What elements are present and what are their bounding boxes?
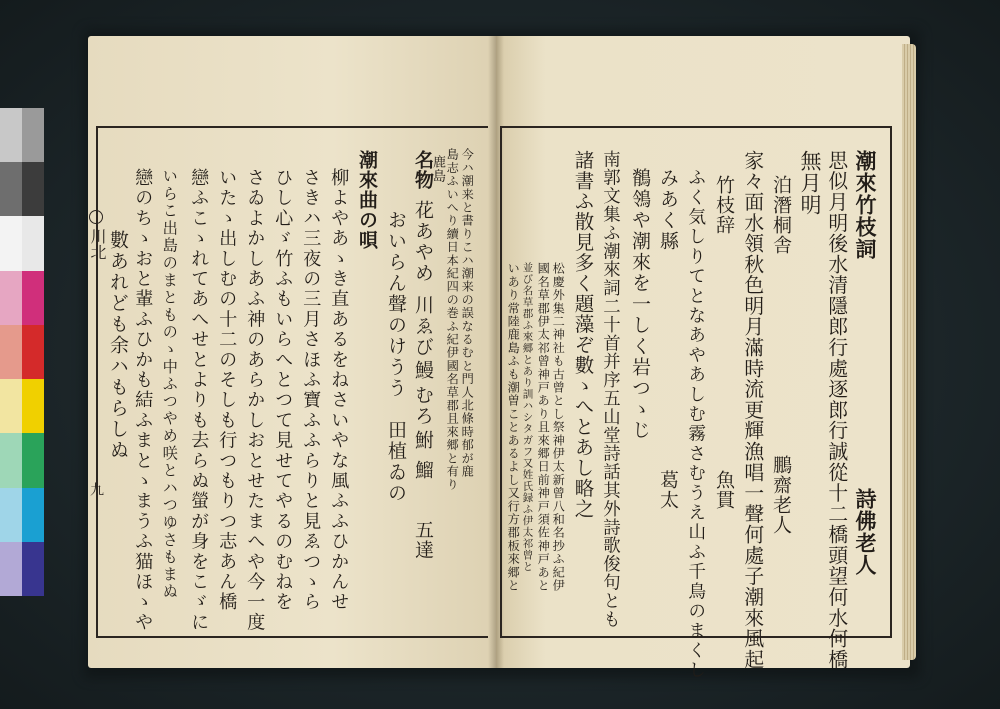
author-poet: 詩佛老人	[853, 488, 878, 576]
calibration-swatch	[22, 162, 44, 216]
note-line-2: 諸書ふ散見多く題藻ぞ數ゝへとあし略之	[571, 150, 595, 519]
calibration-swatch	[0, 379, 22, 433]
song-line-7: いらこ出島のまとものゝ中ふつやめ咲とハつゆさもまぬ	[160, 168, 179, 601]
itako-song-title: 潮來曲の唄	[356, 150, 378, 250]
poem-line-1: 思似月明後水清隱郎行處逐郎行誠從十二橋頭望何水何橋	[824, 150, 848, 670]
item-funa: 鮒	[412, 430, 434, 450]
commentary-line-1: 松慶外集二神社も古曾とし祭神伊太新曾八和名抄ふ紀伊	[551, 262, 566, 592]
song-line-6: 戀ふこゝれてあへせとよりも去らぬ螢が身をこゞに	[188, 168, 210, 633]
calibration-swatch	[22, 433, 44, 487]
author-katsuta: 葛太	[657, 470, 679, 510]
calibration-swatch	[0, 162, 22, 216]
waka-line-2: みあく縣	[657, 168, 679, 252]
song-line-4: さゐよかしあふ神のあらかしおとせたまへや今一度	[244, 168, 266, 633]
kashima-label: 鹿島	[430, 155, 445, 183]
song-line-1: 柳よやあゝき直あるをねさいやな風ふふひかんせ	[328, 168, 350, 613]
commentary-line-4: いあり常陸鹿島ふも潮曽ことあるよし又行方郡板來郷と	[506, 262, 521, 592]
chikushi-title: 竹枝辞	[713, 175, 735, 235]
calibration-swatch	[0, 216, 22, 270]
song-closing-line: 數あれども余ハもらしぬ	[107, 230, 129, 461]
meibutsu-label: 名物	[412, 150, 434, 190]
margin-title: 川北	[88, 228, 107, 260]
calibration-swatch	[22, 216, 44, 270]
haiku-line: 鶺鴒や潮來を一しく岩つゝじ	[629, 168, 651, 441]
author-housai: 鵬齋老人	[770, 455, 792, 535]
margin-circle-icon	[89, 210, 103, 224]
song-line-2: さきハ三夜の三月さほふ寶ふふらりと見ゑつゝら	[300, 168, 322, 613]
item-muro: むろ	[412, 385, 434, 427]
calibration-swatch	[22, 488, 44, 542]
folio-number: 九	[88, 482, 104, 496]
commentary-line-3: 並び名草郡ふ來郷とあり訓ハシタガフ又姓氏録ふ伊太祁曾と	[521, 262, 534, 573]
page-edges	[902, 44, 916, 660]
calibration-swatch	[22, 542, 44, 596]
item-kawaebi: 川ゑび	[412, 295, 434, 358]
poem-line-3: 家々面水領秋色明月滿時流更輝漁唱一聲何處子潮來風起	[740, 150, 764, 670]
calibration-swatch	[22, 325, 44, 379]
calibration-swatch	[0, 271, 22, 325]
left-note-line-1: 今ハ潮来と書りこハ潮来の誤なるむと門人北條時郁が鹿	[460, 148, 475, 478]
author-gyokan: 魚貫	[713, 470, 735, 510]
calibration-swatch	[0, 488, 22, 542]
calibration-swatch	[0, 542, 22, 596]
note-line-1: 南郭文集ふ潮來詞二十首并序五山堂詩話其外詩歌俊句とも	[599, 150, 620, 629]
commentary-line-2: 國名草郡伊太祁曾神戸あり且來郷日前神戸須佐神戸あと	[536, 262, 551, 592]
item-oiran: おいらん聲のけうう	[385, 210, 407, 399]
calibration-swatch	[22, 271, 44, 325]
poem-line-2: 無月明	[798, 150, 822, 216]
waka-line-1: ふく気しりてとなあやあしむ霧さむうえ山ふ千鳥のまくし	[685, 168, 706, 681]
calibration-swatch	[22, 108, 44, 162]
calibration-swatch	[0, 325, 22, 379]
left-note-line-2: 島志ふいへり續日本紀四の巻ふ紀伊國名草郡且來郷と有り	[445, 148, 460, 492]
calibration-swatch	[0, 433, 22, 487]
song-line-5: いたゝ出しむの十二のそしも行つもりつ志あん橋	[216, 168, 238, 613]
item-ayame: 花あやめ	[412, 200, 434, 284]
calibration-swatch	[22, 379, 44, 433]
calibration-swatch	[0, 108, 22, 162]
item-unagi: 鰻	[412, 360, 434, 380]
subtitle-lodging: 泊潛桐舎	[770, 175, 792, 255]
song-line-8: 戀のちゝおと輩ふひかも結ふまとゝまうふ猫ほゝや	[132, 168, 154, 633]
color-calibration-strip	[0, 108, 44, 596]
poem-title: 潮來竹枝詞	[853, 150, 878, 260]
item-taue: 田植ゐの	[385, 420, 407, 504]
song-line-3: ひし心ゞ竹ふもいらへとつて見せてやるのむねを	[272, 168, 294, 613]
item-bora: 鰡	[412, 460, 434, 480]
author-goatsu: 五達	[412, 520, 434, 560]
